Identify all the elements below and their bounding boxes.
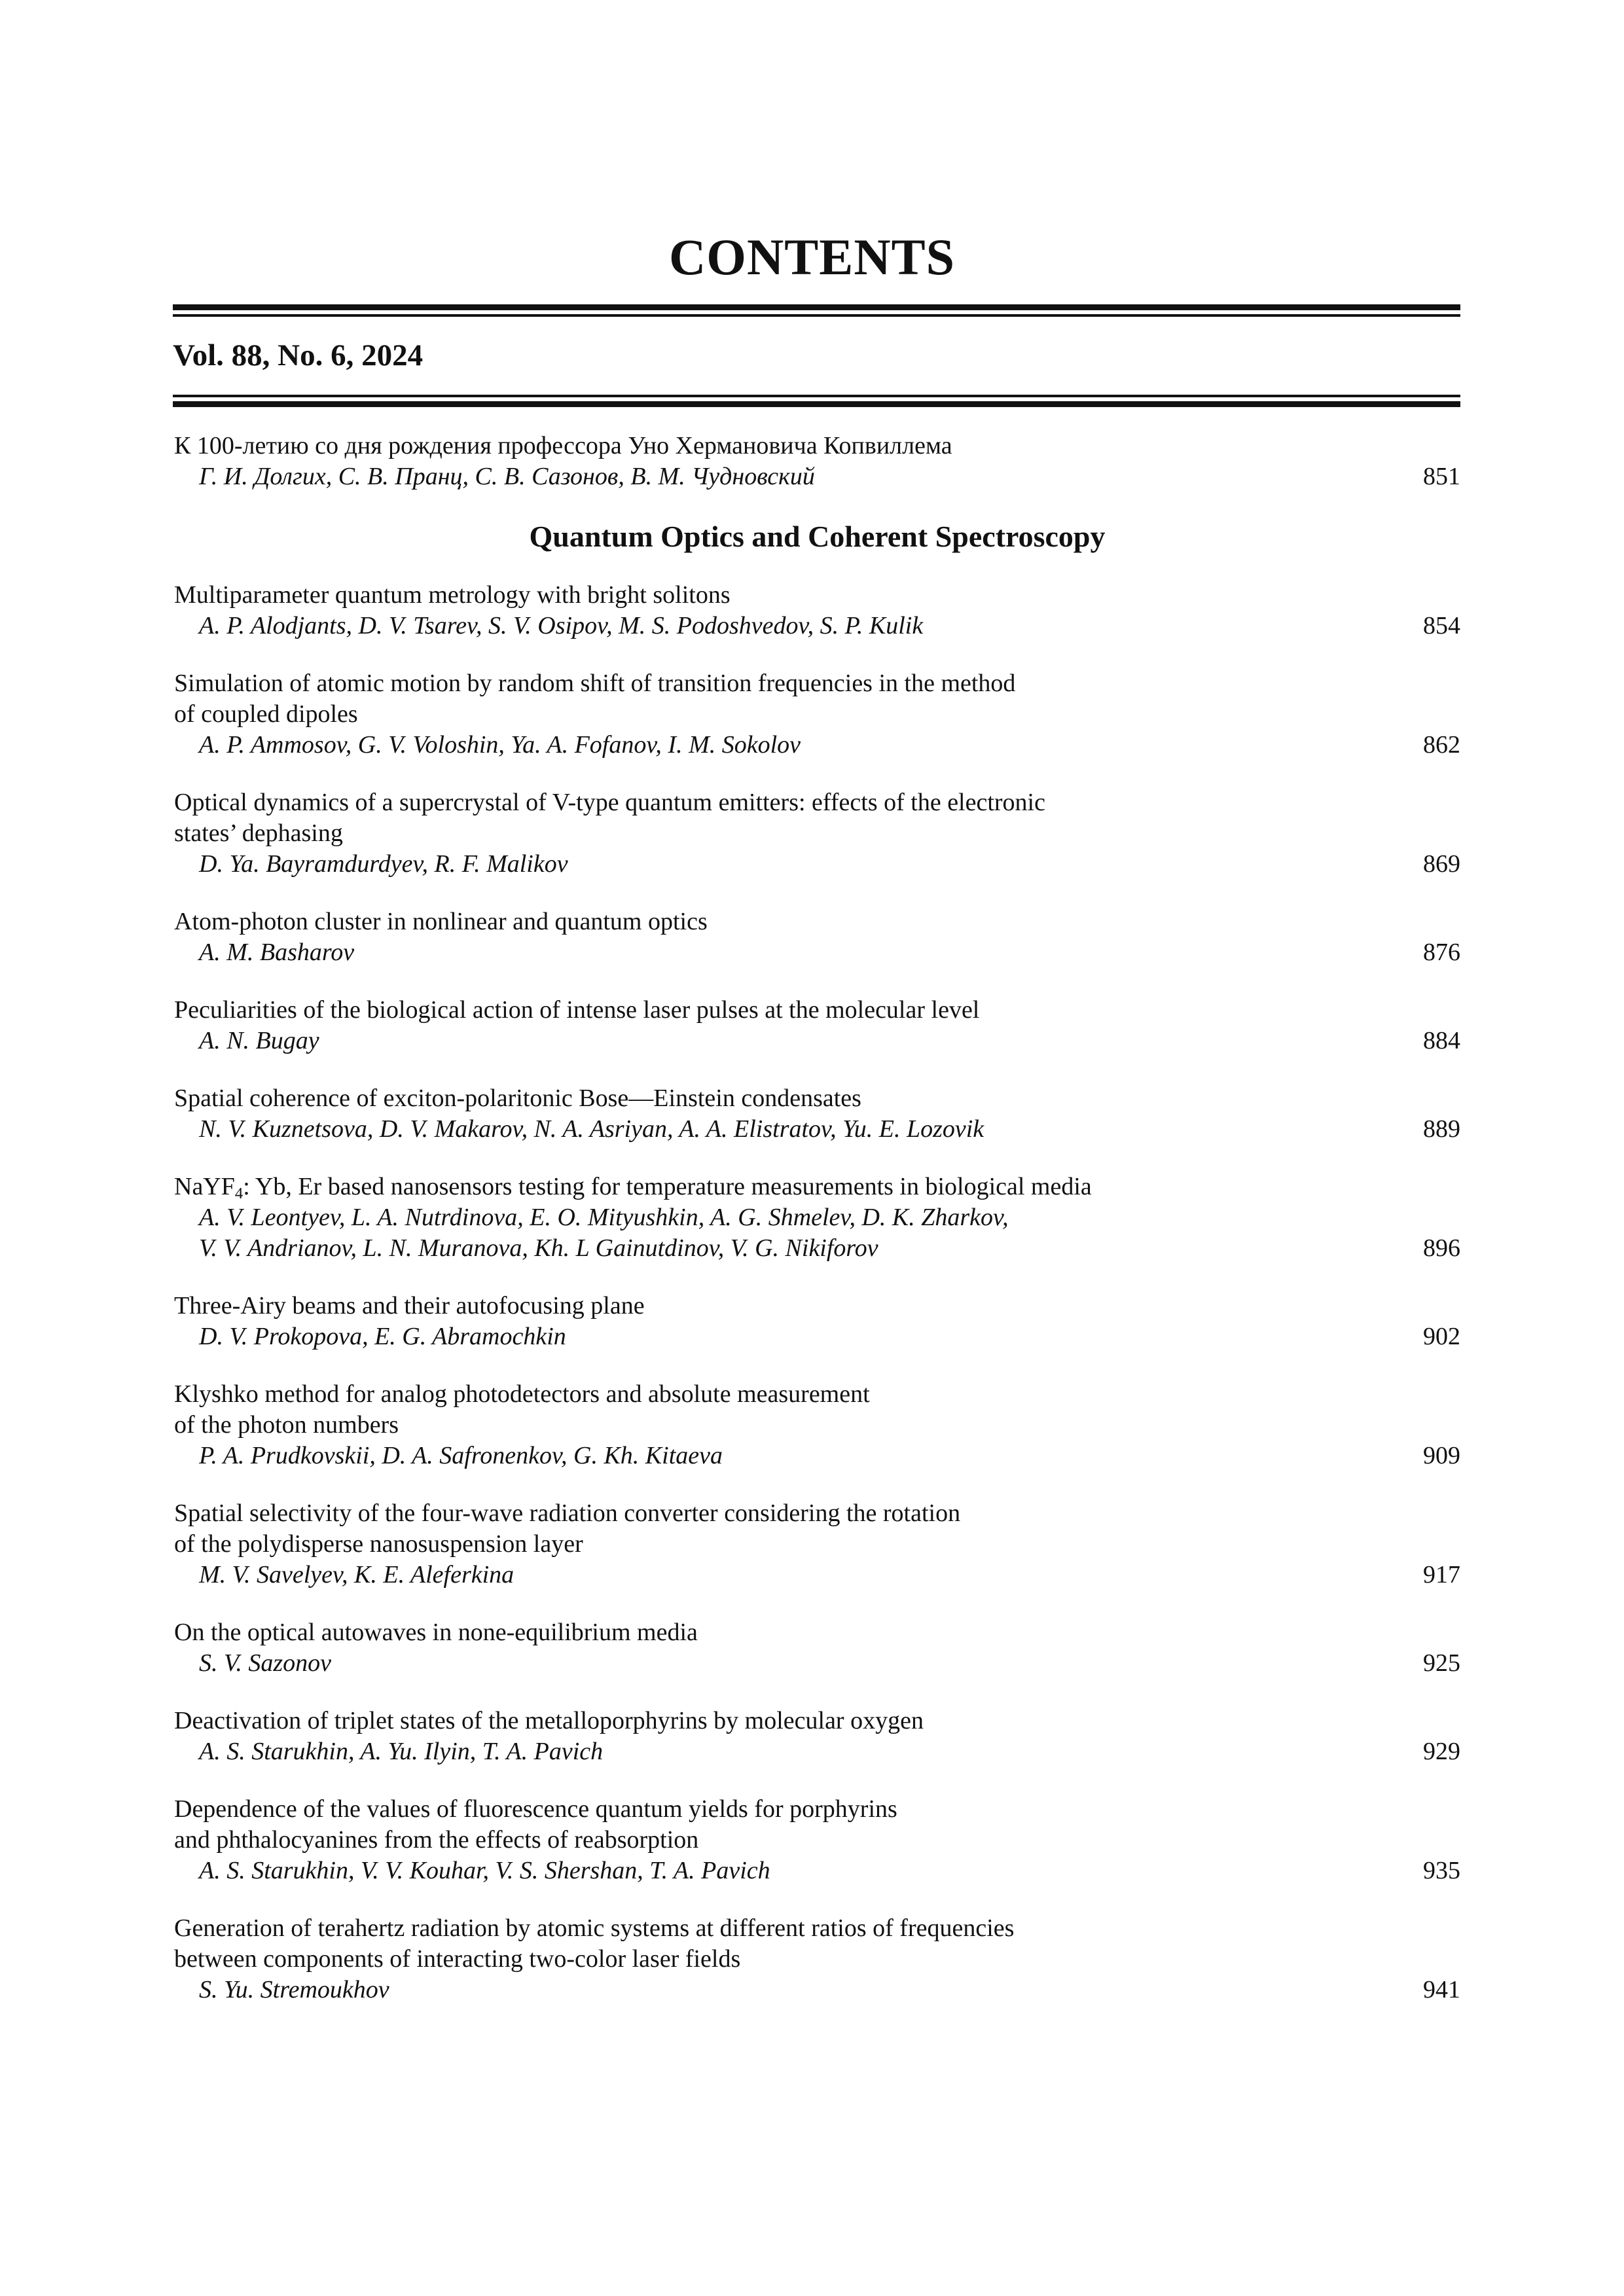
article-authors: D. V. Prokopova, E. G. Abramochkin — [199, 1323, 566, 1350]
article-authors: A. S. Starukhin, A. Yu. Ilyin, T. A. Pavich — [199, 1738, 604, 1765]
article-title: Multiparameter quantum metrology with bright solitons — [174, 581, 731, 609]
article-title-part: NaYF — [174, 1173, 235, 1200]
article-authors: S. Yu. Stremoukhov — [199, 1976, 389, 2003]
article-title: Atom-photon cluster in nonlinear and quantum optics — [174, 908, 708, 935]
article-title-part: : Yb, Er based nanosensors testing for temperature measurements in biological media — [243, 1173, 1092, 1200]
article-title — [174, 1172, 1460, 1202]
page-number: 869 — [1423, 850, 1460, 878]
volume-issue: Vol. 88, No. 6, 2024 — [173, 338, 424, 372]
article-authors: A. P. Alodjants, D. V. Tsarev, S. V. Osipov, M. S. Podoshvedov, S. P. Kulik — [199, 612, 924, 639]
contents-list — [174, 431, 1460, 2032]
page-number: 854 — [1423, 612, 1460, 639]
page-number: 917 — [1423, 1561, 1460, 1588]
article-title: Optical dynamics of a supercrystal of V-type quantum emitters: effects of the electronic states’ dephasing — [174, 789, 1045, 847]
toc-entry[interactable] — [174, 668, 1460, 761]
toc-entry[interactable] — [174, 787, 1460, 880]
toc-entry[interactable] — [174, 1498, 1460, 1590]
page-number: 909 — [1423, 1442, 1460, 1469]
section-entries — [174, 580, 1460, 2005]
page-number: 925 — [1423, 1649, 1460, 1677]
article-title: Spatial coherence of exciton-polaritonic Bose—Einstein condensates — [174, 1085, 861, 1112]
article-title: Three-Airy beams and their autofocusing plane — [174, 1292, 645, 1319]
article-authors: A. P. Ammosov, G. V. Voloshin, Ya. A. Fofanov, I. M. Sokolov — [199, 731, 801, 759]
article-authors: A. S. Starukhin, V. V. Kouhar, V. S. Shershan, T. A. Pavich — [199, 1857, 770, 1884]
page-number: 902 — [1423, 1323, 1460, 1350]
article-authors: D. Ya. Bayramdurdyev, R. F. Malikov — [199, 850, 568, 878]
page-number: 884 — [1423, 1027, 1460, 1054]
article-authors: A. M. Basharov — [199, 939, 355, 966]
page-number: 889 — [1423, 1115, 1460, 1143]
article-title: On the optical autowaves in none-equilibrium media — [174, 1619, 698, 1646]
article-authors: A. N. Bugay — [199, 1027, 319, 1054]
toc-entry[interactable] — [174, 995, 1460, 1056]
rule-thick-line — [173, 304, 1460, 310]
article-authors: A. V. Leontyev, L. A. Nutrdinova, E. O. Mityushkin, A. G. Shmelev, D. K. Zharkov, V. V. Andrianov, L. N. Muranova, Kh. L Gainutdinov, V. G. Nikiforov — [199, 1204, 1009, 1262]
article-title: Klyshko method for analog photodetectors and absolute measurement of the photon numbers — [174, 1380, 870, 1439]
page-title: CONTENTS — [668, 228, 956, 285]
toc-entry[interactable] — [174, 906, 1460, 968]
toc-entry[interactable] — [174, 1706, 1460, 1767]
article-authors: N. V. Kuznetsova, D. V. Makarov, N. A. Asriyan, A. A. Elistratov, Yu. E. Lozovik — [199, 1115, 984, 1143]
article-title: Peculiarities of the biological action of intense laser pulses at the molecular level — [174, 996, 980, 1024]
article-title-subscript: 4 — [234, 1185, 244, 1203]
page-number: 941 — [1423, 1976, 1460, 2003]
toc-entry[interactable] — [174, 431, 1460, 492]
article-title: Generation of terahertz radiation by atomic systems at different ratios of frequencies between components of interacting two-color laser fields — [174, 1914, 1015, 1973]
page-number: 935 — [1423, 1857, 1460, 1884]
top-double-rule — [173, 304, 1460, 317]
article-authors: M. V. Savelyev, K. E. Aleferkina — [199, 1561, 514, 1588]
rule-thin-line — [173, 314, 1460, 317]
bottom-double-rule — [173, 395, 1460, 407]
article-authors: Г. И. Долгих, С. В. Пранц, С. В. Сазонов, В. М. Чудновский — [199, 463, 815, 490]
toc-entry[interactable] — [174, 1913, 1460, 2005]
article-title: К 100-летию со дня рождения профессора Уно Хермановича Копвиллема — [174, 432, 952, 459]
toc-entry[interactable] — [174, 1794, 1460, 1886]
toc-entry[interactable] — [174, 1617, 1460, 1679]
rule-thick-line — [173, 401, 1460, 407]
toc-entry[interactable] — [174, 1083, 1460, 1145]
page-number: 862 — [1423, 731, 1460, 759]
toc-entry[interactable] — [174, 1379, 1460, 1471]
section-heading: Quantum Optics and Coherent Spectroscopy — [529, 520, 1106, 553]
article-title: Deactivation of triplet states of the metalloporphyrins by molecular oxygen — [174, 1707, 924, 1734]
page-number: 876 — [1423, 939, 1460, 966]
page-number: 896 — [1423, 1234, 1460, 1262]
page-number: 929 — [1423, 1738, 1460, 1765]
article-title: Dependence of the values of fluorescence quantum yields for porphyrins and phthalocyanines from the effects of reabsorption — [174, 1795, 897, 1854]
article-title: Spatial selectivity of the four-wave radiation converter considering the rotation of the polydisperse nanosuspension layer — [174, 1499, 961, 1558]
article-authors: P. A. Prudkovskii, D. A. Safronenkov, G. Kh. Kitaeva — [199, 1442, 723, 1469]
toc-entry[interactable] — [174, 580, 1460, 641]
article-title: Simulation of atomic motion by random shift of transition frequencies in the method of coupled dipoles — [174, 670, 1016, 728]
article-authors: S. V. Sazonov — [199, 1649, 331, 1677]
toc-entry[interactable] — [174, 1291, 1460, 1352]
page-number: 851 — [1423, 463, 1460, 490]
toc-entry[interactable] — [174, 1172, 1460, 1264]
rule-thin-line — [173, 395, 1460, 397]
